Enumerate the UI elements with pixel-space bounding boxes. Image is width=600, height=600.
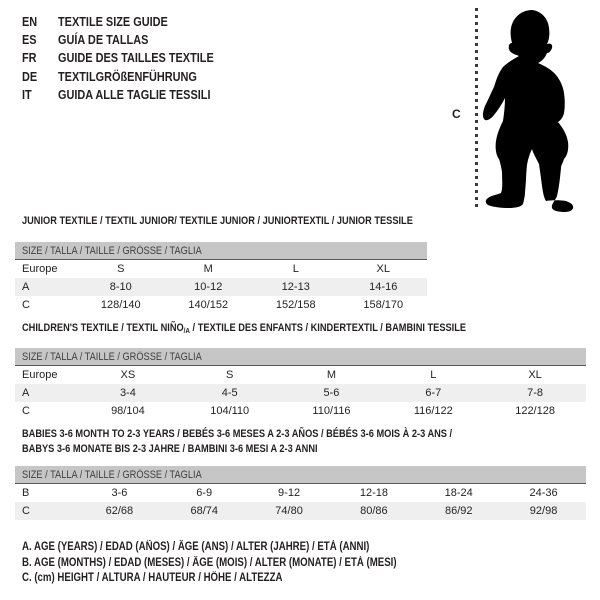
language-label: GUIDE DES TAILLES TEXTILE [58,50,214,66]
footnote-line: A. AGE (YEARS) / EDAD (AÑOS) / ÂGE (ANS) / ALTER (JAHRE) / ETÀ (ANNI) [22,541,370,553]
value-cell: S [117,263,125,275]
value-cell: 92/98 [529,505,558,517]
value-cell: 12-18 [359,487,388,499]
value-cell: 10-12 [194,281,223,293]
language-code: FR [22,50,37,66]
language-code: IT [22,87,32,103]
row-label-cell: B [22,487,30,499]
title-segment: BABIES 3-6 MONTH TO 2-3 YEARS / BEBÉS 3-6 MESES A 2-3 AÑOS / BÉBÉS 3-6 MOIS À 2-3 ANS / [22,428,453,440]
size-header-label: SIZE / TALLA / TAILLE / GRÖSSE / TAGLIA [22,244,202,257]
size-table [15,242,427,314]
language-code: EN [22,13,38,29]
footnote-line: B. AGE (MONTHS) / EDAD (MESES) / ÂGE (MOIS) / ALTER (MONATE) / ETÀ (MESI) [22,556,397,569]
footnote-line: C. (cm) HEIGHT / ALTURA / HAUTEUR / HÖHE / ALTEZZA [22,572,283,585]
row-label-cell: C [22,405,30,417]
section-title [22,321,551,336]
value-cell: 116/122 [413,405,453,417]
value-cell: S [226,369,234,381]
table-row [15,260,427,278]
value-cell: 12-13 [281,281,310,293]
language-row [22,67,243,85]
size-table [15,348,586,420]
section-title [22,214,487,229]
footnotes [22,540,468,587]
language-code: ES [22,32,37,48]
table-row [15,384,586,402]
table-header-row [15,242,427,260]
section-title-line [22,321,466,336]
table-row [15,366,586,384]
value-cell: 74/80 [275,505,303,517]
section-title-line [22,214,413,229]
section-title [22,427,534,457]
value-cell: 86/92 [444,505,473,517]
value-cell: 3-6 [111,487,128,499]
value-cell: 14-16 [369,281,398,293]
language-list [22,12,243,104]
value-cell: 3-4 [119,387,136,399]
size-header-label: SIZE / TALLA / TAILLE / GRÖSSE / TAGLIA [22,350,202,363]
language-label: GUIDA ALLE TAGLIE TESSILI [58,87,211,103]
value-cell: 104/110 [210,405,250,417]
value-cell: L [430,369,437,381]
height-measure-label: C [452,107,461,121]
value-cell: L [292,263,299,275]
table-row [15,278,427,296]
value-cell: XL [376,263,390,275]
value-cell: 7-8 [527,387,544,399]
table-header-row [15,466,586,484]
value-cell: 9-12 [278,487,301,499]
value-cell: 110/116 [312,405,351,417]
height-measure-line [475,8,478,210]
row-label-cell: C [22,299,30,311]
toddler-silhouette-path [483,10,573,212]
value-cell: 6-9 [196,487,213,499]
value-cell: 98/104 [111,405,145,417]
value-cell: 128/140 [100,299,141,311]
value-cell: 62/68 [105,505,134,517]
language-row [22,12,243,30]
table-header-cell [15,469,236,481]
size-header-label: SIZE / TALLA / TAILLE / GRÖSSE / TAGLIA [22,468,202,481]
value-cell: 5-6 [323,387,340,399]
title-segment: /A [183,326,190,335]
title-segment: CHILDREN'S TEXTILE / TEXTIL NIÑO [22,322,184,334]
section-title-line [22,442,452,457]
value-cell: 18-24 [444,487,473,499]
size-table [15,466,586,520]
value-cell: 4-5 [221,387,238,399]
value-cell: 152/158 [275,299,316,311]
row-label-cell: A [22,387,30,399]
language-row [22,86,243,104]
row-label-cell: Europe [22,263,58,275]
title-segment: BABYS 3-6 MONATE BIS 2-3 JAHRE / BAMBINI 3-6 MESI A 2-3 ANNI [22,443,318,455]
row-label-cell: Europe [22,369,58,381]
table-row [15,296,427,314]
table-row [15,502,586,520]
value-cell: 68/74 [190,505,218,517]
row-label-cell: C [22,505,30,517]
row-label-cell: A [22,281,30,293]
language-label: TEXTILE SIZE GUIDE [58,13,168,29]
language-label: GUÍA DE TALLAS [58,32,149,48]
table-header-cell [15,351,236,363]
value-cell: XL [528,369,542,381]
table-row [15,484,586,502]
value-cell: M [203,263,213,275]
language-row [22,49,243,67]
section-title-line [22,427,452,442]
value-cell: 140/152 [188,299,229,311]
language-code: DE [22,68,38,84]
language-label: TEXTILGRÖßENFÜHRUNG [58,68,197,84]
language-row [22,30,243,48]
value-cell: 158/170 [363,299,404,311]
value-cell: 24-36 [529,487,558,499]
title-segment: JUNIOR TEXTILE / TEXTIL JUNIOR/ TEXTILE JUNIOR / JUNIORTEXTIL / JUNIOR TESSILE [22,215,413,227]
toddler-silhouette-icon [481,8,577,214]
value-cell: 8-10 [109,281,132,293]
value-cell: M [326,369,337,381]
value-cell: 6-7 [425,387,442,399]
value-cell: 122/128 [515,405,555,417]
table-row [15,402,586,420]
title-segment: / TEXTILE DES ENFANTS / KINDERTEXTIL / BAMBINI TESSILE [189,322,467,334]
table-header-row [15,348,586,366]
value-cell: XS [120,369,136,381]
table-header-cell [15,245,236,257]
value-cell: 80/86 [360,505,388,517]
